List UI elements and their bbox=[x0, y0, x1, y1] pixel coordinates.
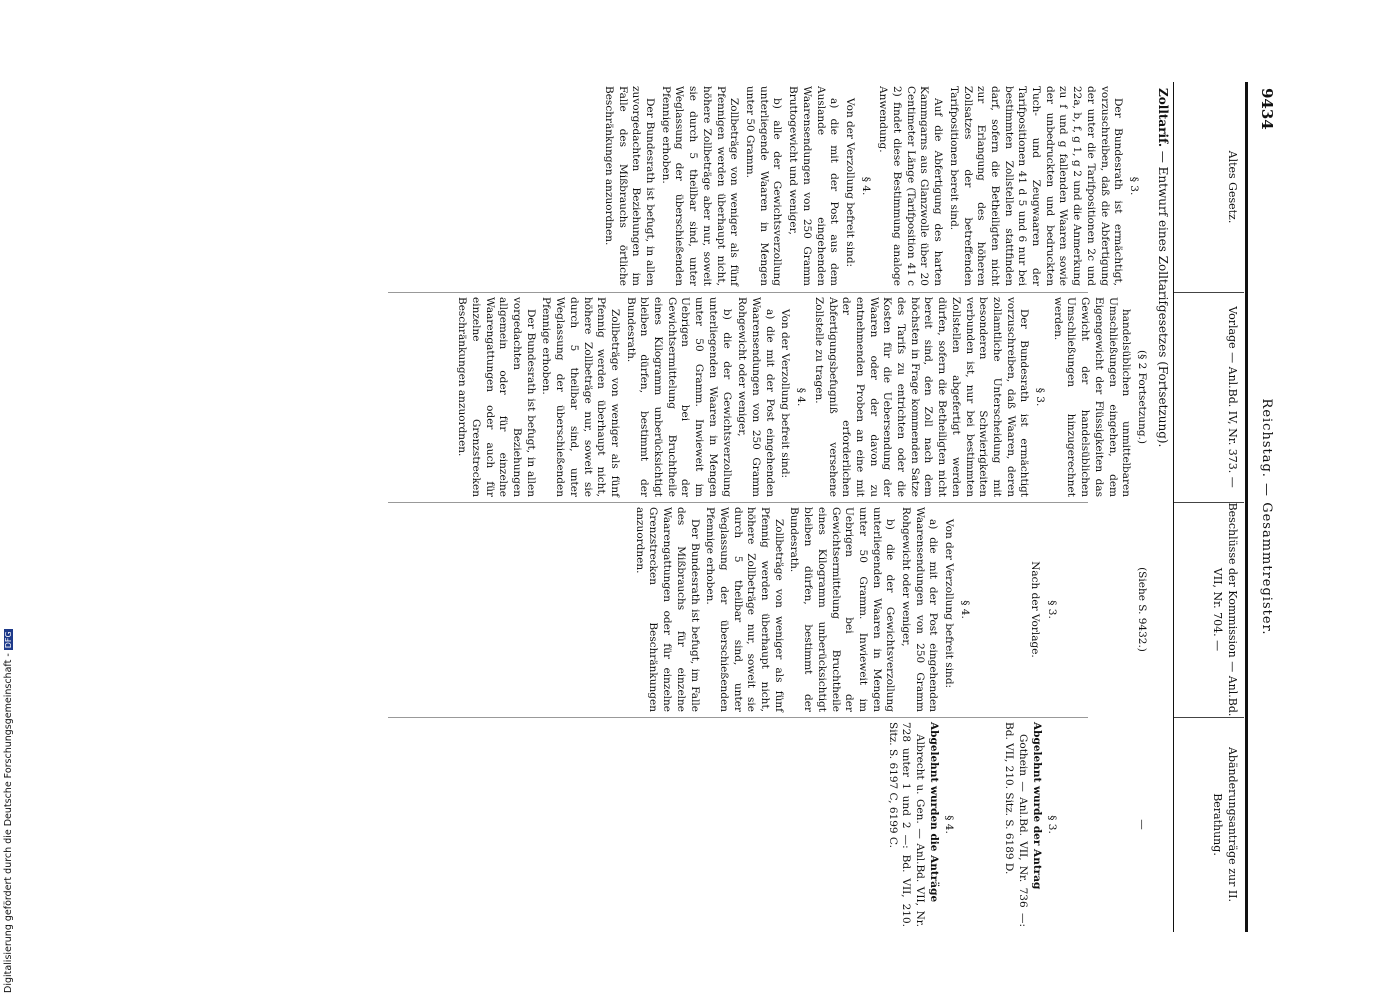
dfg-logo: DFG bbox=[4, 631, 13, 649]
paragraph-item: b) die der Gewichtsverzollung unterliegenden Waaren in Mengen unter 50 Gramm. Inwieweit im Uebrigen bei der Gewichtsermittelung Bruchtheile eines Kilogramm unberücksichtigt bleiben dürfen, bestimmt der Bundesrath. bbox=[788, 507, 897, 712]
column-head-rule bbox=[1173, 82, 1174, 932]
paragraph-text: handelsüblichen unmittelbaren Umschließungen eingehen, dem Eigengewicht der Flüssigkeiten das Gewicht der handelsüblichen Umschließungen hinzugerechnet werden. bbox=[1051, 297, 1133, 497]
paragraph-text: Zollbeträge von weniger als fünf Pfennig werden überhaupt nicht, höhere Zollbeträge nur, soweit sie durch 5 theilbar sind, unter Weglassung der überschießenden Pfennige erhoben. bbox=[540, 297, 621, 497]
paragraph-text: Der Bundesrath ist befugt, in allen zuvorgedachten Beziehungen im Falle des Mißbrauchs örtliche Beschränkungen anzuordnen. bbox=[602, 86, 657, 286]
paragraph-number: § 3. bbox=[1034, 387, 1047, 407]
tarif-title: Entwurf eines Zolltarifgesetzes (Fortsetzung). bbox=[1156, 166, 1170, 448]
footer-text: Digitalisierung gefördert durch die Deutsche Forschungsgemeinschaft - bbox=[3, 653, 14, 993]
amendment-result: Abgelehnt wurden die Anträge bbox=[927, 722, 940, 903]
paragraph-text: Von der Verzollung befreit sind: bbox=[779, 309, 792, 479]
column-head-bill: Vorlage — Anl.Bd. IV, Nr. 373. — bbox=[1226, 306, 1239, 488]
column-old-law bbox=[599, 86, 1144, 286]
paragraph-item: b) alle der Gewichtsverzollung unterliegende Waaren in Mengen unter 50 Gramm. bbox=[744, 86, 784, 286]
column-divider bbox=[388, 717, 1088, 718]
tarif-label: Zolltarif. bbox=[1156, 88, 1170, 147]
paragraph-text: Der Bundesrath ist befugt, in allen vorgedachten Beziehungen allgemein oder für einzelne Waarengattungen oder auch für einzelne Grenzstrecken Beschränkungen anzuordnen. bbox=[456, 297, 537, 497]
page-header bbox=[1248, 82, 1278, 952]
column-divider bbox=[1174, 502, 1244, 503]
paragraph-text: Von der Verzollung befreit sind: bbox=[943, 519, 956, 689]
paragraph-text: Auf die Abfertigung des harten Kammgarns aus Glanzwolle über 20 Centimeter Länge (Tarifposition 41 c 2) findet diese Bestimmung analoge Anwendung. bbox=[877, 86, 945, 286]
paragraph-text: Albrecht u. Gen. — Anl.Bd. VII, Nr. 728 unter 1 und 2 —: Bd. VII, 210. Sitz. S. 6197 C, 6199 C. bbox=[886, 722, 927, 927]
section-heading bbox=[1156, 88, 1170, 688]
column-divider bbox=[388, 292, 1088, 293]
amendment-result: Abgelehnt wurde der Antrag bbox=[1030, 722, 1043, 890]
paragraph-text: Nach der Vorlage. bbox=[1028, 561, 1041, 658]
column-commission bbox=[630, 507, 1152, 712]
paragraph-number: § 3. bbox=[1046, 600, 1059, 619]
column-head-amendments: Abänderungsanträge zur II. Berathung. bbox=[1211, 746, 1239, 903]
paragraph-text: Der Bundesrath ist befugt, im Falle des Mißbrauchs für einzelne Waarengattungen oder für einzelne Grenzstrecken Beschränkungen anzuordnen. bbox=[633, 507, 701, 712]
paragraph-number: § 4. bbox=[859, 176, 872, 196]
cross-reference: (Siehe S. 9432.) bbox=[1136, 567, 1148, 652]
paragraph-text: Zollbeträge von weniger als fünf Pfennigen werden überhaupt nicht, höhere Zollbeträge aber nur, soweit sie durch 5 theilbar sind, unter Weglassung der überschießenden Pfennige erhoben. bbox=[659, 86, 741, 286]
header-rule bbox=[1245, 82, 1248, 932]
paragraph-item: a) die mit der Post eingehenden Waarensendungen von 250 Gramm Rohgewicht oder weniger, bbox=[736, 297, 776, 497]
paragraph-item: a) die mit der Post aus dem Auslande eingehenden Waarensendungen von 250 Gramm Bruttogewicht und weniger, bbox=[787, 86, 841, 286]
tarif-dash: — bbox=[1156, 150, 1170, 163]
paragraph-number: § 3. bbox=[1046, 815, 1059, 834]
paragraph-number: § 4. bbox=[943, 815, 956, 834]
continuation-note: (§ 2 Fortsetzung.) bbox=[1136, 349, 1148, 444]
column-divider bbox=[388, 502, 1088, 503]
column-head-commission: Beschlüsse der Kommission — Anl.Bd. VII, Nr. 704. — bbox=[1211, 502, 1239, 717]
paragraph-text: Zollbeträge von weniger als fünf Pfennig werden überhaupt nicht, höhere Zollbeträge nur, soweit sie durch 5 theilbar sind, unter Weglassung der überschießenden Pfennige erhoben. bbox=[704, 507, 785, 712]
paragraph-text: Gothein — Anl.Bd. VII, Nr. 736 —: Bd. VII, 210. Sitz. S. 6189 D. bbox=[1003, 722, 1029, 927]
column-head-old-law: Altes Gesetz. bbox=[1226, 150, 1239, 224]
digitization-footer bbox=[3, 598, 19, 993]
paragraph-text: Von der Verzollung befreit sind: bbox=[843, 98, 856, 268]
paragraph-number: § 3. bbox=[1128, 176, 1140, 196]
column-divider bbox=[1174, 292, 1244, 293]
paragraph-number: § 4. bbox=[958, 600, 971, 619]
column-divider bbox=[1174, 717, 1244, 718]
rotated-page-content bbox=[98, 82, 1278, 952]
paragraph-item: b) die der Gewichtsverzollung unterliegenden Waaren in Mengen unter 50 Gramm. Inwieweit im Uebrigen bei der Gewichtsermittelung Bruchtheile eines Kilogramm unberücksichtigt bleiben dürfen, bestimmt der Bundesrath. bbox=[624, 297, 733, 497]
column-amendments bbox=[883, 722, 1152, 927]
paragraph-text: Der Bundesrath ist ermächtigt vorzuschreiben, daß Waaren, deren zollamtliche Unterscheidung mit besonderen Schwierigkeiten verbunden ist, nur bei bestimmten Zollstellen abgefertigt werden dürfen, sofern die Betheiligten nicht bereit sind, den Zoll nach dem höchsten in Frage kommenden Satze des Tarifs zu entrichten oder die Kosten für die Uebersendung der Waaren oder der davon zu entnehmenden Proben an eine mit der erforderlichen Abfertigungsbefugniß versehene Zollstelle zu tragen. bbox=[812, 297, 1031, 497]
paragraph-number: § 4. bbox=[795, 387, 808, 407]
column-bill bbox=[453, 297, 1152, 497]
paragraph-text: Der Bundesrath ist ermächtigt, vorzuschreiben, daß die Abfertigung der unter die Tarifpositionen 2c und 22a, b, f, g 1, g 2 und die Anmerkung zu f und g fallenden Waaren sowie der unbedruckten und bedruckten Tuch- und Zeugwaaren der Tarifpositionen 41 d 5 und 6 nur bei bestimmten Zollstellen stattfinden darf, sofern die Betheiligten nicht zur Erlangung des höheren Zollsatzes der betreffenden Tarifpositionen bereit sind. bbox=[947, 86, 1125, 286]
empty-dash: — bbox=[1136, 819, 1148, 830]
paragraph-item: a) die mit der Post eingehenden Waarensendungen von 250 Gramm Rohgewicht oder weniger, bbox=[900, 507, 940, 712]
running-head: Reichstag. — Gesammtregister. bbox=[1259, 398, 1274, 636]
page-number: 9434 bbox=[1258, 88, 1276, 130]
